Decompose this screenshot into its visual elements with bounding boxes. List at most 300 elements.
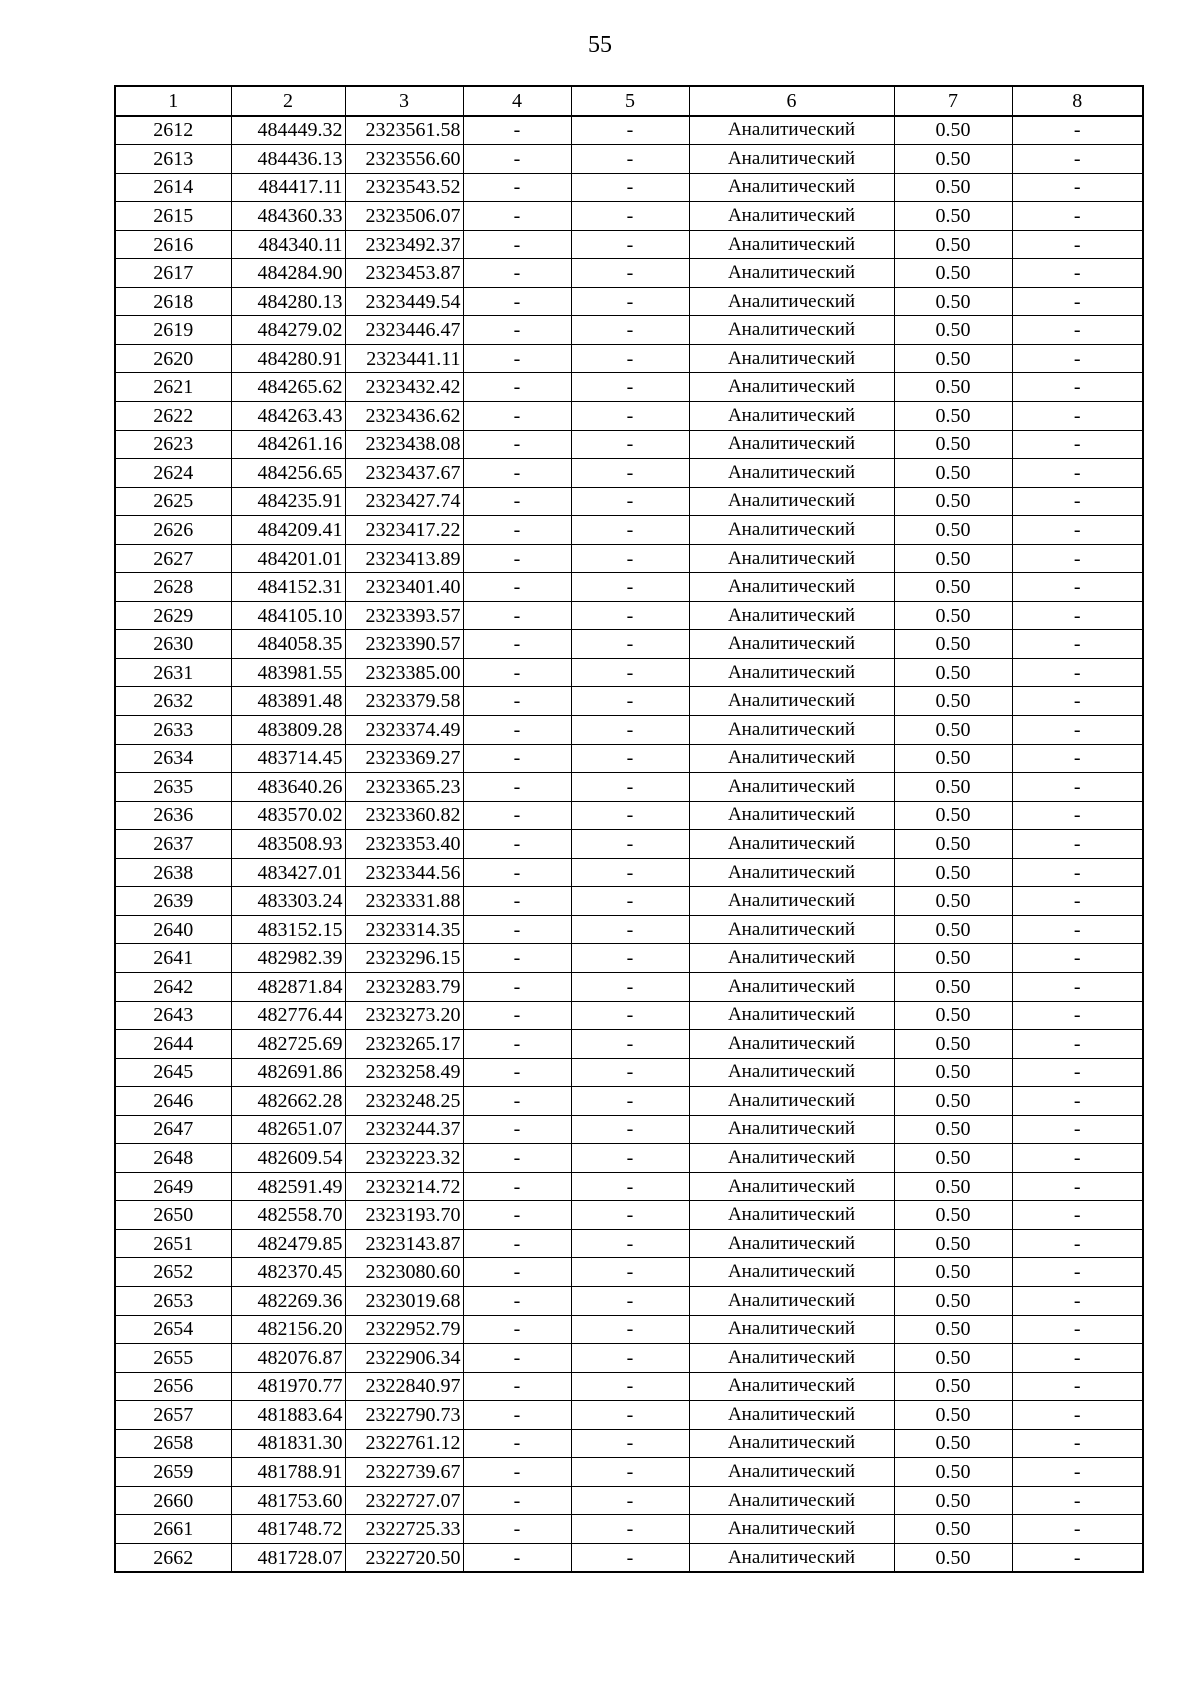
table-cell-col-1: 2648	[115, 1144, 231, 1173]
table-cell-col-6: Аналитический	[689, 830, 894, 859]
table-cell-col-6: Аналитический	[689, 1344, 894, 1373]
table-cell-col-3: 2323385.00	[345, 658, 463, 687]
table-cell-col-2: 484284.90	[231, 259, 345, 288]
table-cell-col-5: -	[571, 1258, 689, 1287]
table-cell-col-1: 2657	[115, 1401, 231, 1430]
table-cell-col-5: -	[571, 944, 689, 973]
table-cell-col-7: 0.50	[894, 544, 1012, 573]
table-cell-col-4: -	[463, 1229, 571, 1258]
table-cell-col-6: Аналитический	[689, 487, 894, 516]
table-cell-col-4: -	[463, 173, 571, 202]
table-cell-col-3: 2323248.25	[345, 1087, 463, 1116]
table-cell-col-6: Аналитический	[689, 516, 894, 545]
table-cell-col-5: -	[571, 1315, 689, 1344]
table-cell-col-6: Аналитический	[689, 1115, 894, 1144]
table-cell-col-5: -	[571, 1115, 689, 1144]
table-cell-col-8: -	[1012, 887, 1143, 916]
table-cell-col-1: 2638	[115, 858, 231, 887]
table-cell-col-2: 483891.48	[231, 687, 345, 716]
table-cell-col-7: 0.50	[894, 744, 1012, 773]
table-cell-col-5: -	[571, 430, 689, 459]
table-row	[115, 1144, 1143, 1173]
table-cell-col-8: -	[1012, 830, 1143, 859]
table-cell-col-8: -	[1012, 1486, 1143, 1515]
table-cell-col-4: -	[463, 716, 571, 745]
table-cell-col-7: 0.50	[894, 316, 1012, 345]
table-cell-col-2: 484263.43	[231, 402, 345, 431]
table-cell-col-2: 484209.41	[231, 516, 345, 545]
table-cell-col-1: 2621	[115, 373, 231, 402]
table-row	[115, 1458, 1143, 1487]
table-cell-col-8: -	[1012, 716, 1143, 745]
table-cell-col-5: -	[571, 459, 689, 488]
page-number: 55	[588, 32, 612, 58]
table-cell-col-7: 0.50	[894, 1401, 1012, 1430]
table-cell-col-7: 0.50	[894, 1058, 1012, 1087]
table-cell-col-3: 2323556.60	[345, 145, 463, 174]
table-cell-col-2: 481753.60	[231, 1486, 345, 1515]
column-header-5: 5	[571, 86, 689, 116]
table-cell-col-1: 2635	[115, 773, 231, 802]
table-cell-col-5: -	[571, 716, 689, 745]
table-cell-col-6: Аналитический	[689, 887, 894, 916]
table-cell-col-6: Аналитический	[689, 744, 894, 773]
table-row	[115, 344, 1143, 373]
table-cell-col-5: -	[571, 915, 689, 944]
table-cell-col-3: 2323019.68	[345, 1286, 463, 1315]
table-cell-col-6: Аналитический	[689, 1258, 894, 1287]
table-row	[115, 145, 1143, 174]
table-cell-col-3: 2322840.97	[345, 1372, 463, 1401]
table-cell-col-1: 2639	[115, 887, 231, 916]
table-cell-col-4: -	[463, 516, 571, 545]
table-cell-col-1: 2640	[115, 915, 231, 944]
table-cell-col-4: -	[463, 1515, 571, 1544]
table-cell-col-2: 482651.07	[231, 1115, 345, 1144]
table-cell-col-5: -	[571, 202, 689, 231]
table-cell-col-3: 2323273.20	[345, 1001, 463, 1030]
table-cell-col-8: -	[1012, 858, 1143, 887]
table-cell-col-4: -	[463, 145, 571, 174]
table-cell-col-3: 2323561.58	[345, 116, 463, 145]
table-cell-col-7: 0.50	[894, 487, 1012, 516]
table-cell-col-7: 0.50	[894, 287, 1012, 316]
table-row	[115, 1344, 1143, 1373]
table-cell-col-7: 0.50	[894, 687, 1012, 716]
table-cell-col-8: -	[1012, 1429, 1143, 1458]
table-cell-col-4: -	[463, 1286, 571, 1315]
table-cell-col-6: Аналитический	[689, 573, 894, 602]
table-cell-col-6: Аналитический	[689, 1458, 894, 1487]
table-cell-col-4: -	[463, 630, 571, 659]
table-cell-col-5: -	[571, 1030, 689, 1059]
table-cell-col-3: 2323449.54	[345, 287, 463, 316]
table-cell-col-5: -	[571, 487, 689, 516]
table-cell-col-5: -	[571, 1486, 689, 1515]
table-cell-col-7: 0.50	[894, 402, 1012, 431]
table-cell-col-2: 483570.02	[231, 801, 345, 830]
table-cell-col-8: -	[1012, 373, 1143, 402]
table-cell-col-1: 2633	[115, 716, 231, 745]
table-cell-col-7: 0.50	[894, 830, 1012, 859]
table-row	[115, 487, 1143, 516]
table-cell-col-1: 2655	[115, 1344, 231, 1373]
table-cell-col-4: -	[463, 230, 571, 259]
table-cell-col-7: 0.50	[894, 202, 1012, 231]
table-cell-col-8: -	[1012, 972, 1143, 1001]
table-row	[115, 716, 1143, 745]
column-header-7: 7	[894, 86, 1012, 116]
table-cell-col-2: 483152.15	[231, 915, 345, 944]
table-cell-col-1: 2627	[115, 544, 231, 573]
table-cell-col-8: -	[1012, 116, 1143, 145]
table-cell-col-8: -	[1012, 1258, 1143, 1287]
table-row	[115, 1030, 1143, 1059]
table-cell-col-2: 482982.39	[231, 944, 345, 973]
table-cell-col-4: -	[463, 830, 571, 859]
table-row	[115, 173, 1143, 202]
table-cell-col-1: 2656	[115, 1372, 231, 1401]
table-cell-col-7: 0.50	[894, 1087, 1012, 1116]
table-cell-col-1: 2644	[115, 1030, 231, 1059]
table-cell-col-6: Аналитический	[689, 1315, 894, 1344]
table-cell-col-7: 0.50	[894, 1201, 1012, 1230]
table-cell-col-3: 2323369.27	[345, 744, 463, 773]
table-cell-col-4: -	[463, 1543, 571, 1572]
table-cell-col-6: Аналитический	[689, 601, 894, 630]
table-row	[115, 116, 1143, 145]
table-row	[115, 1001, 1143, 1030]
table-cell-col-8: -	[1012, 173, 1143, 202]
table-row	[115, 1515, 1143, 1544]
table-cell-col-1: 2622	[115, 402, 231, 431]
table-cell-col-8: -	[1012, 915, 1143, 944]
table-cell-col-2: 482558.70	[231, 1201, 345, 1230]
table-cell-col-5: -	[571, 259, 689, 288]
table-cell-col-3: 2323344.56	[345, 858, 463, 887]
table-cell-col-8: -	[1012, 1172, 1143, 1201]
table-cell-col-8: -	[1012, 630, 1143, 659]
table-cell-col-4: -	[463, 915, 571, 944]
table-cell-col-3: 2323353.40	[345, 830, 463, 859]
table-cell-col-2: 482776.44	[231, 1001, 345, 1030]
table-cell-col-7: 0.50	[894, 373, 1012, 402]
table-cell-col-3: 2322725.33	[345, 1515, 463, 1544]
table-cell-col-1: 2616	[115, 230, 231, 259]
table-cell-col-6: Аналитический	[689, 630, 894, 659]
table-cell-col-7: 0.50	[894, 145, 1012, 174]
table-row	[115, 1258, 1143, 1287]
table-cell-col-8: -	[1012, 402, 1143, 431]
table-cell-col-5: -	[571, 1372, 689, 1401]
table-cell-col-8: -	[1012, 1372, 1143, 1401]
table-cell-col-5: -	[571, 1543, 689, 1572]
table-cell-col-6: Аналитический	[689, 1087, 894, 1116]
table-cell-col-8: -	[1012, 287, 1143, 316]
table-cell-col-5: -	[571, 1344, 689, 1373]
table-cell-col-3: 2323393.57	[345, 601, 463, 630]
table-cell-col-2: 483640.26	[231, 773, 345, 802]
table-cell-col-4: -	[463, 1087, 571, 1116]
table-cell-col-4: -	[463, 887, 571, 916]
table-cell-col-6: Аналитический	[689, 773, 894, 802]
table-cell-col-5: -	[571, 373, 689, 402]
table-cell-col-8: -	[1012, 1115, 1143, 1144]
table-cell-col-7: 0.50	[894, 801, 1012, 830]
table-cell-col-1: 2613	[115, 145, 231, 174]
table-cell-col-3: 2322790.73	[345, 1401, 463, 1430]
table-cell-col-4: -	[463, 1172, 571, 1201]
table-row	[115, 1286, 1143, 1315]
table-row	[115, 1401, 1143, 1430]
table-cell-col-8: -	[1012, 1458, 1143, 1487]
table-cell-col-4: -	[463, 1429, 571, 1458]
table-cell-col-8: -	[1012, 1344, 1143, 1373]
table-cell-col-2: 482076.87	[231, 1344, 345, 1373]
table-cell-col-1: 2662	[115, 1543, 231, 1572]
table-cell-col-6: Аналитический	[689, 1201, 894, 1230]
table-cell-col-3: 2322739.67	[345, 1458, 463, 1487]
table-cell-col-6: Аналитический	[689, 801, 894, 830]
table-cell-col-7: 0.50	[894, 430, 1012, 459]
table-cell-col-1: 2658	[115, 1429, 231, 1458]
table-cell-col-6: Аналитический	[689, 430, 894, 459]
table-cell-col-3: 2323390.57	[345, 630, 463, 659]
table-cell-col-4: -	[463, 601, 571, 630]
table-cell-col-8: -	[1012, 1515, 1143, 1544]
table-cell-col-5: -	[571, 1172, 689, 1201]
column-header-8: 8	[1012, 86, 1143, 116]
table-cell-col-7: 0.50	[894, 1030, 1012, 1059]
table-cell-col-5: -	[571, 544, 689, 573]
table-cell-col-5: -	[571, 1286, 689, 1315]
table-cell-col-1: 2614	[115, 173, 231, 202]
table-cell-col-3: 2323436.62	[345, 402, 463, 431]
table-cell-col-3: 2323506.07	[345, 202, 463, 231]
table-cell-col-6: Аналитический	[689, 1030, 894, 1059]
table-cell-col-3: 2322906.34	[345, 1344, 463, 1373]
table-cell-col-4: -	[463, 944, 571, 973]
table-cell-col-4: -	[463, 801, 571, 830]
table-cell-col-5: -	[571, 1401, 689, 1430]
table-cell-col-6: Аналитический	[689, 402, 894, 431]
table-cell-col-8: -	[1012, 202, 1143, 231]
table-cell-col-3: 2323432.42	[345, 373, 463, 402]
table-cell-col-4: -	[463, 744, 571, 773]
table-cell-col-6: Аналитический	[689, 145, 894, 174]
table-cell-col-3: 2322761.12	[345, 1429, 463, 1458]
table-cell-col-1: 2647	[115, 1115, 231, 1144]
table-cell-col-2: 482269.36	[231, 1286, 345, 1315]
table-cell-col-6: Аналитический	[689, 459, 894, 488]
table-cell-col-8: -	[1012, 1058, 1143, 1087]
table-cell-col-8: -	[1012, 944, 1143, 973]
table-cell-col-2: 484280.91	[231, 344, 345, 373]
table-cell-col-7: 0.50	[894, 573, 1012, 602]
table-cell-col-2: 482591.49	[231, 1172, 345, 1201]
table-cell-col-1: 2618	[115, 287, 231, 316]
table-cell-col-2: 484256.65	[231, 459, 345, 488]
table-cell-col-8: -	[1012, 459, 1143, 488]
table-cell-col-1: 2626	[115, 516, 231, 545]
table-cell-col-7: 0.50	[894, 658, 1012, 687]
table-cell-col-3: 2323427.74	[345, 487, 463, 516]
table-cell-col-3: 2323331.88	[345, 887, 463, 916]
table-row	[115, 972, 1143, 1001]
table-cell-col-1: 2625	[115, 487, 231, 516]
table-cell-col-7: 0.50	[894, 1229, 1012, 1258]
table-row	[115, 316, 1143, 345]
table-cell-col-5: -	[571, 230, 689, 259]
table-cell-col-4: -	[463, 287, 571, 316]
table-cell-col-5: -	[571, 1001, 689, 1030]
table-cell-col-8: -	[1012, 1144, 1143, 1173]
table-cell-col-4: -	[463, 1144, 571, 1173]
table-cell-col-5: -	[571, 1229, 689, 1258]
table-cell-col-7: 0.50	[894, 516, 1012, 545]
table-cell-col-1: 2646	[115, 1087, 231, 1116]
coordinates-table	[114, 85, 1144, 1573]
table-cell-col-2: 484235.91	[231, 487, 345, 516]
table-cell-col-3: 2323214.72	[345, 1172, 463, 1201]
table-cell-col-4: -	[463, 459, 571, 488]
table-cell-col-1: 2649	[115, 1172, 231, 1201]
table-cell-col-7: 0.50	[894, 259, 1012, 288]
table-row	[115, 801, 1143, 830]
table-row	[115, 915, 1143, 944]
table-cell-col-8: -	[1012, 1001, 1143, 1030]
table-cell-col-2: 482479.85	[231, 1229, 345, 1258]
table-cell-col-8: -	[1012, 1030, 1143, 1059]
table-cell-col-5: -	[571, 801, 689, 830]
table-cell-col-8: -	[1012, 516, 1143, 545]
table-row	[115, 1229, 1143, 1258]
table-cell-col-3: 2323446.47	[345, 316, 463, 345]
table-row	[115, 459, 1143, 488]
table-row	[115, 601, 1143, 630]
table-row	[115, 830, 1143, 859]
table-cell-col-8: -	[1012, 145, 1143, 174]
table-cell-col-7: 0.50	[894, 630, 1012, 659]
table-row	[115, 1315, 1143, 1344]
table-cell-col-4: -	[463, 687, 571, 716]
table-row	[115, 373, 1143, 402]
table-cell-col-6: Аналитический	[689, 1286, 894, 1315]
table-cell-col-6: Аналитический	[689, 344, 894, 373]
table-cell-col-3: 2323314.35	[345, 915, 463, 944]
table-cell-col-1: 2617	[115, 259, 231, 288]
table-cell-col-4: -	[463, 402, 571, 431]
table-cell-col-1: 2653	[115, 1286, 231, 1315]
table-cell-col-7: 0.50	[894, 1315, 1012, 1344]
table-cell-col-4: -	[463, 1001, 571, 1030]
table-row	[115, 287, 1143, 316]
table-cell-col-2: 484261.16	[231, 430, 345, 459]
table-cell-col-6: Аналитический	[689, 716, 894, 745]
table-cell-col-4: -	[463, 858, 571, 887]
table-cell-col-6: Аналитический	[689, 1144, 894, 1173]
table-cell-col-5: -	[571, 287, 689, 316]
table-cell-col-1: 2654	[115, 1315, 231, 1344]
table-cell-col-2: 484152.31	[231, 573, 345, 602]
table-cell-col-7: 0.50	[894, 1115, 1012, 1144]
table-cell-col-4: -	[463, 1201, 571, 1230]
table-cell-col-4: -	[463, 259, 571, 288]
table-cell-col-7: 0.50	[894, 972, 1012, 1001]
table-cell-col-3: 2323143.87	[345, 1229, 463, 1258]
table-cell-col-5: -	[571, 630, 689, 659]
table-cell-col-3: 2323265.17	[345, 1030, 463, 1059]
table-cell-col-8: -	[1012, 230, 1143, 259]
table-cell-col-6: Аналитический	[689, 173, 894, 202]
table-cell-col-5: -	[571, 344, 689, 373]
table-cell-col-4: -	[463, 1372, 571, 1401]
table-cell-col-5: -	[571, 830, 689, 859]
table-cell-col-7: 0.50	[894, 459, 1012, 488]
table-cell-col-2: 484340.11	[231, 230, 345, 259]
table-cell-col-4: -	[463, 1344, 571, 1373]
table-cell-col-7: 0.50	[894, 1458, 1012, 1487]
table-cell-col-5: -	[571, 1429, 689, 1458]
table-cell-col-7: 0.50	[894, 1172, 1012, 1201]
table-cell-col-5: -	[571, 887, 689, 916]
table-cell-col-1: 2620	[115, 344, 231, 373]
table-cell-col-7: 0.50	[894, 1001, 1012, 1030]
column-header-1: 1	[115, 86, 231, 116]
table-cell-col-4: -	[463, 773, 571, 802]
table-cell-col-4: -	[463, 658, 571, 687]
table-cell-col-5: -	[571, 658, 689, 687]
table-cell-col-8: -	[1012, 430, 1143, 459]
table-cell-col-6: Аналитический	[689, 1058, 894, 1087]
table-cell-col-8: -	[1012, 1229, 1143, 1258]
table-cell-col-2: 482156.20	[231, 1315, 345, 1344]
table-row	[115, 1201, 1143, 1230]
table-cell-col-2: 484265.62	[231, 373, 345, 402]
table-cell-col-2: 483508.93	[231, 830, 345, 859]
table-row	[115, 430, 1143, 459]
table-header	[115, 86, 1143, 116]
table-cell-col-3: 2323365.23	[345, 773, 463, 802]
table-cell-col-6: Аналитический	[689, 259, 894, 288]
table-cell-col-1: 2629	[115, 601, 231, 630]
table-row	[115, 1486, 1143, 1515]
table-cell-col-7: 0.50	[894, 601, 1012, 630]
table-cell-col-8: -	[1012, 1201, 1143, 1230]
table-cell-col-2: 484449.32	[231, 116, 345, 145]
table-cell-col-6: Аналитический	[689, 202, 894, 231]
table-cell-col-2: 484436.13	[231, 145, 345, 174]
table-cell-col-8: -	[1012, 316, 1143, 345]
table-cell-col-2: 483303.24	[231, 887, 345, 916]
table-cell-col-5: -	[571, 402, 689, 431]
table-cell-col-8: -	[1012, 1401, 1143, 1430]
table-cell-col-1: 2641	[115, 944, 231, 973]
table-row	[115, 544, 1143, 573]
table-cell-col-3: 2323080.60	[345, 1258, 463, 1287]
table-cell-col-2: 481831.30	[231, 1429, 345, 1458]
table-cell-col-1: 2643	[115, 1001, 231, 1030]
table-cell-col-8: -	[1012, 1087, 1143, 1116]
table-row	[115, 202, 1143, 231]
table-cell-col-4: -	[463, 1115, 571, 1144]
table-row	[115, 887, 1143, 916]
table-cell-col-8: -	[1012, 773, 1143, 802]
table-cell-col-6: Аналитический	[689, 1229, 894, 1258]
table-cell-col-5: -	[571, 1144, 689, 1173]
table-cell-col-3: 2322720.50	[345, 1543, 463, 1572]
table-row	[115, 744, 1143, 773]
